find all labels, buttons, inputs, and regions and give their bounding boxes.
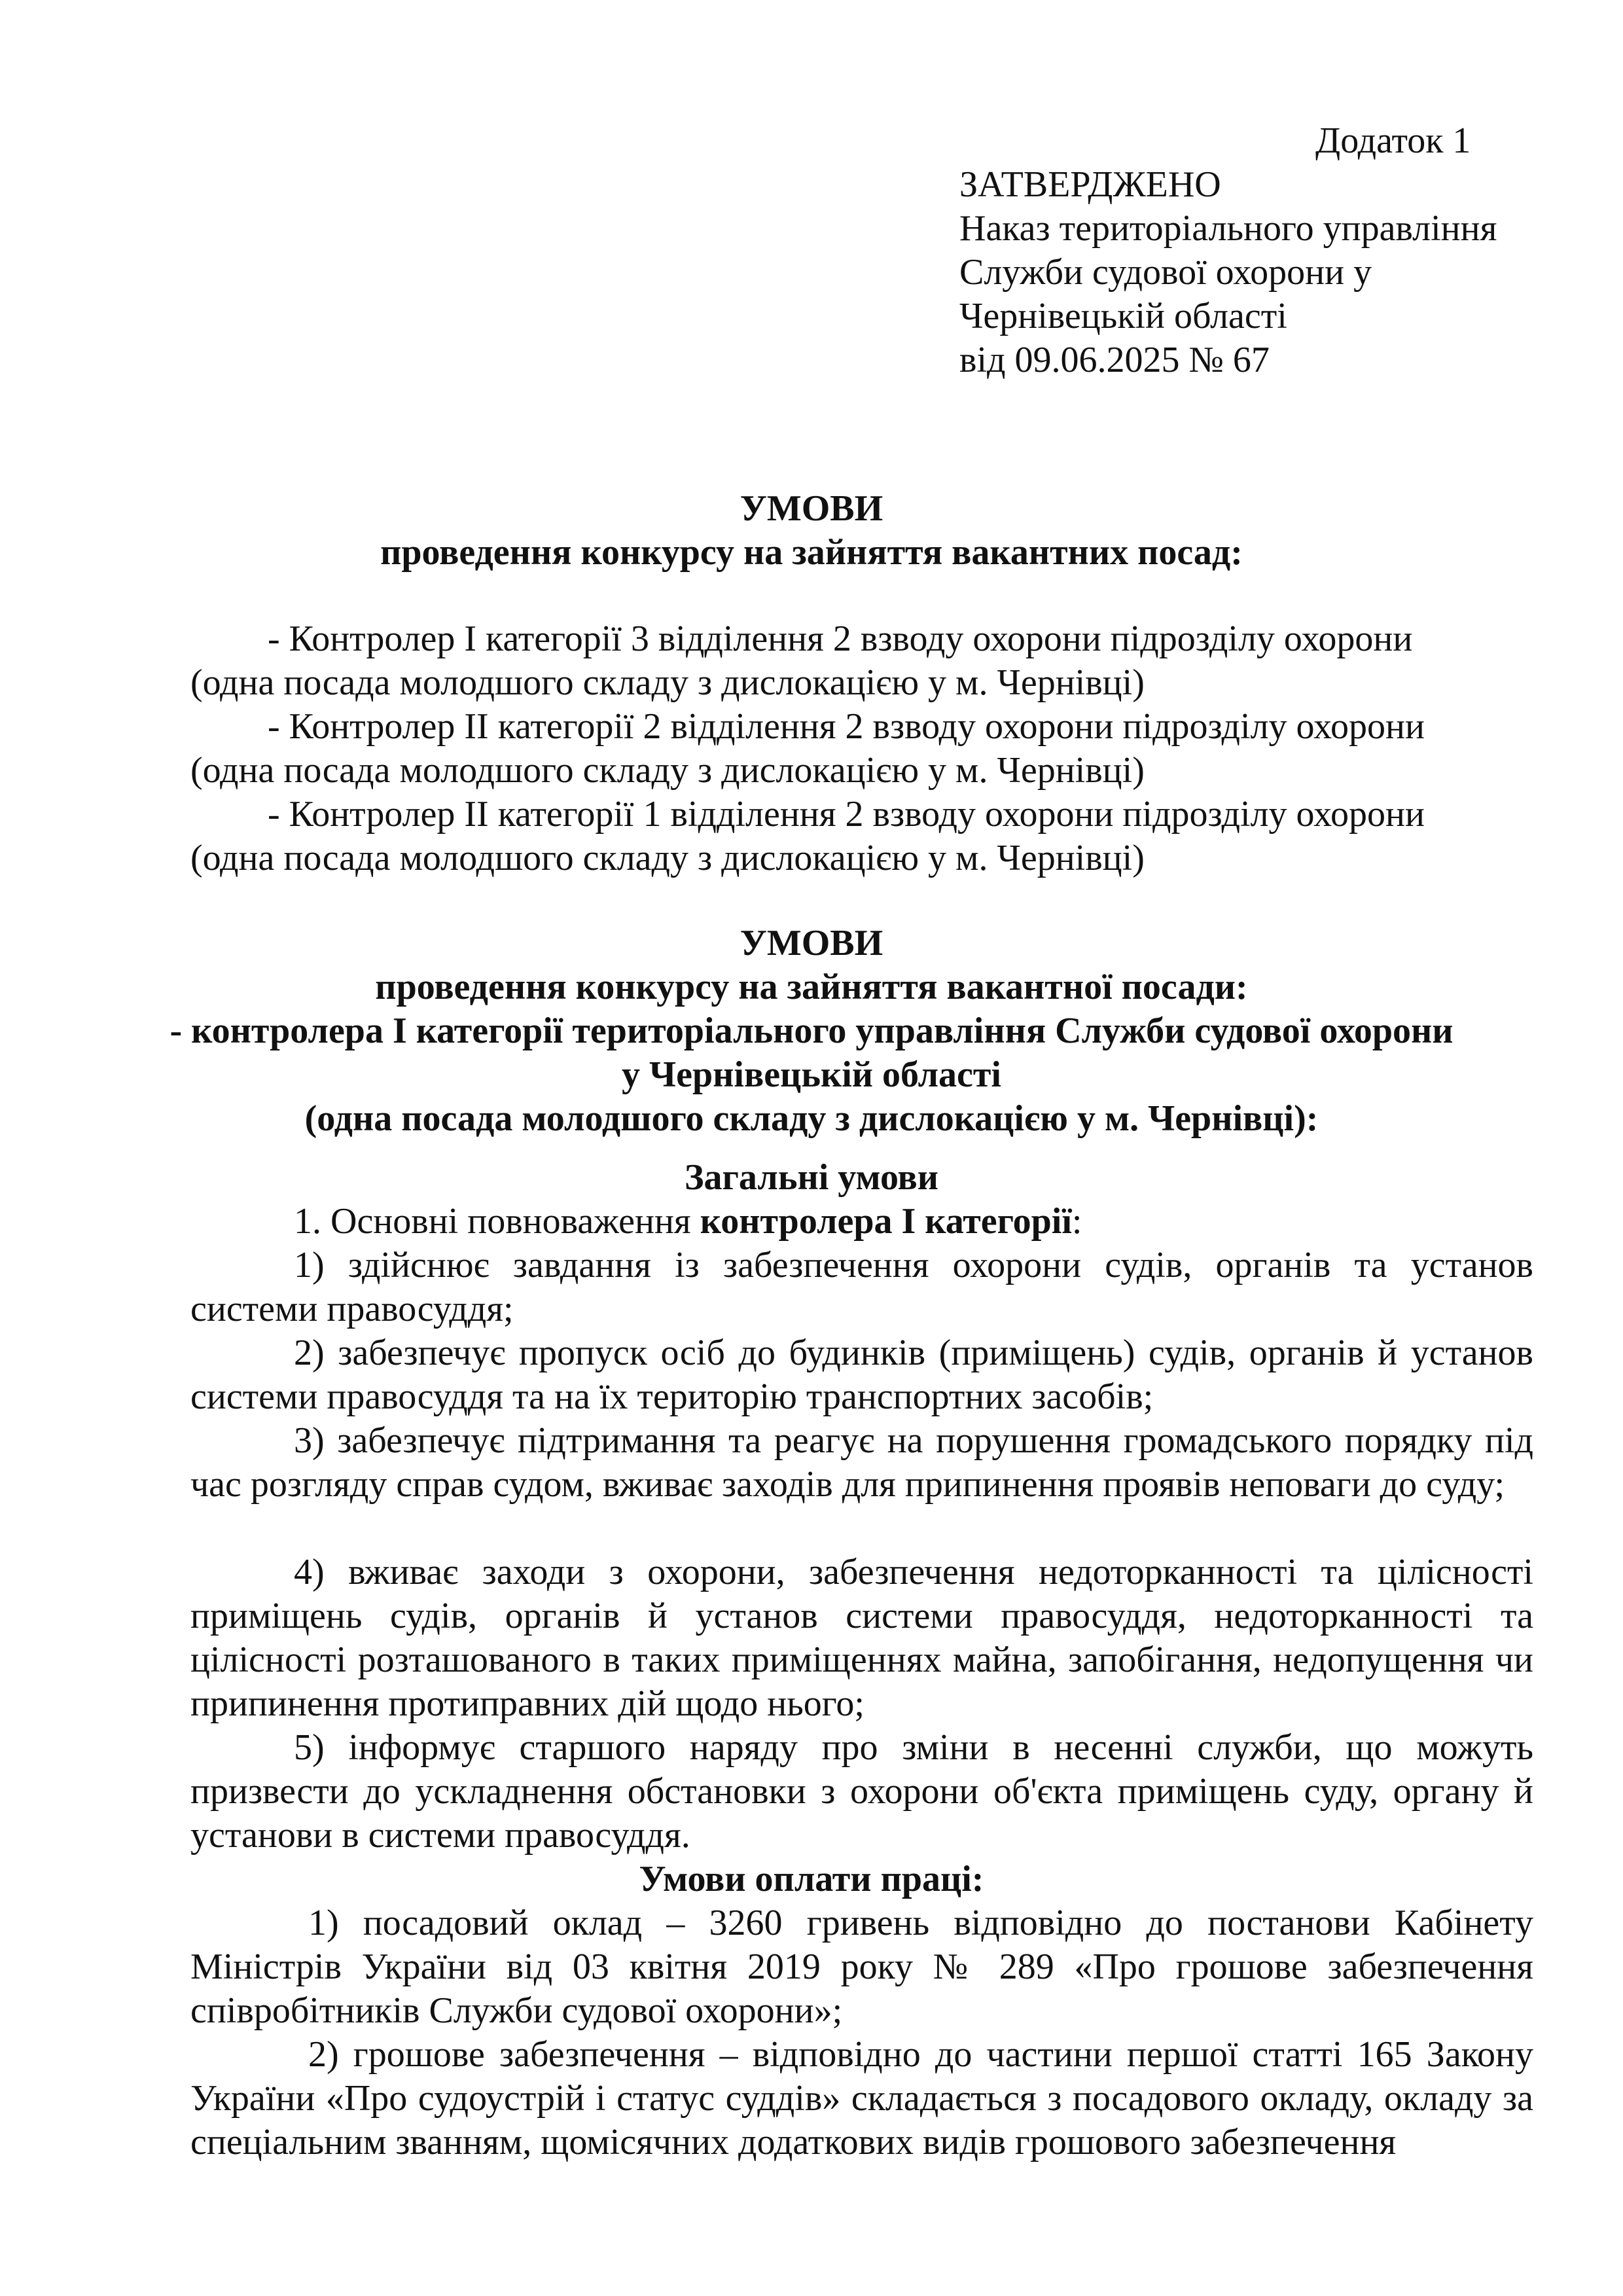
position-1-title: - Контролер І категорії 3 відділення 2 взводу охорони підрозділу охорони [268,619,1413,659]
pay-item-2: 2) грошове забезпечення – відповідно до частини першої статті 165 Закону України «Про судоустрій і статус суддів» складається з посадового окладу, окладу за спеціальним званням, щомісячних додаткових видів грошового забезпечення [190,2034,1533,2162]
approval-block [959,119,1575,382]
position-1-detail: (одна посада молодшого складу з дислокацією у м. Чернівці) [190,662,1145,703]
section1-subtitle: проведення конкурсу на зайняття вакантних посад: [380,532,1243,573]
position-2-detail: (одна посада молодшого складу з дислокацією у м. Чернівці) [190,750,1145,791]
approval-region-line: Чернівецькій області [959,296,1287,336]
section1-title: УМОВИ [740,488,883,529]
duty-item-1: 1) здійснює завдання із забезпечення охорони судів, органів та установ системи правосуддя; [190,1245,1533,1329]
position-3-title: - Контролер ІІ категорії 1 відділення 2 взводу охорони підрозділу охорони [268,794,1425,834]
section2-detail: (одна посада молодшого складу з дислокацією у м. Чернівці): [304,1098,1319,1139]
duty-item-3: 3) забезпечує підтримання та реагує на порушення громадського порядку під час розгляду справ судом, вживає заходів для припинення проявів неповаги до суду; [190,1420,1533,1505]
positions-list [190,617,1565,880]
addendum-label: Додаток 1 [1315,120,1471,161]
pay-item-1: 1) посадовий оклад – 3260 гривень відповідно до постанови Кабінету Міністрів України від 03 квітня 2019 року № 289 «Про грошове забезпечення співробітників Служби судової охорони»; [190,1903,1533,2031]
approval-order-line: Наказ територіального управління [959,208,1497,249]
approval-date-line: від 09.06.2025 № 67 [959,340,1270,380]
general-intro-suffix: : [1071,1201,1082,1242]
position-2-title: - Контролер ІІ категорії 2 відділення 2 взводу охорони підрозділу охорони [268,706,1425,747]
duty-item-4: 4) вживає заходи з охорони, забезпечення недоторканності та цілісності приміщень судів, органів й установ системи правосуддя, недоторканності та цілісності розташованого в таких приміщеннях майна, запобігання, недопущення чи припинення протиправних дій щодо нього; [190,1552,1533,1724]
approved-stamp: ЗАТВЕРДЖЕНО [959,164,1221,205]
duty-item-2: 2) забезпечує пропуск осіб до будинків (приміщень) судів, органів й установ системи правосуддя та на їх територію транспортних засобів; [190,1333,1533,1417]
general-intro-role: контролера І категорії [700,1201,1072,1242]
section2-subtitle: проведення конкурсу на зайняття вакантної посади: [375,967,1248,1007]
section2-region: у Чернівецькій області [622,1054,1001,1095]
section2-position: - контролера І категорії територіального управління Служби судової охорони [169,1011,1454,1051]
pay-heading: Умови оплати праці: [639,1859,984,1899]
position-3-detail: (одна посада молодшого складу з дислокацією у м. Чернівці) [190,838,1145,878]
general-heading: Загальні умови [684,1157,939,1198]
approval-service-line: Служби судової охорони у [959,252,1372,293]
general-intro-prefix: 1. Основні повноваження [294,1201,700,1242]
duty-item-5: 5) інформує старшого наряду про зміни в несенні служби, що можуть призвести до ускладнення обстановки з охорони об'єкта приміщень суду, органу й установи в системи правосуддя. [190,1727,1533,1856]
section2-title: УМОВИ [740,923,883,963]
general-intro [190,1200,1533,1244]
